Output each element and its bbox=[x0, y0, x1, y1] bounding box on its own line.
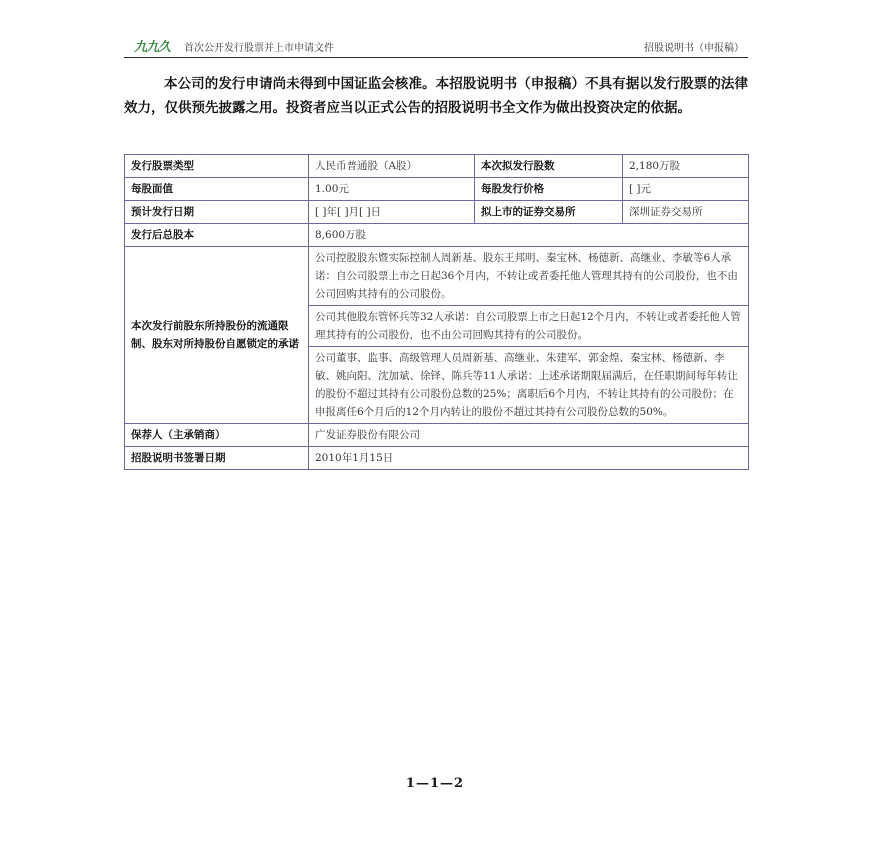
lockup-commitment-2: 公司其他股东管怀兵等32人承诺：自公司股票上市之日起12个月内，不转让或者委托他人管理其持有的公司股份，也不由公司回购其持有的公司股份。 bbox=[309, 306, 749, 347]
company-logo bbox=[134, 36, 180, 54]
page-number: 1—1—2 bbox=[405, 776, 465, 791]
shares-label: 本次拟发行股数 bbox=[475, 155, 623, 178]
sponsor-value: 广发证券股份有限公司 bbox=[309, 424, 749, 447]
lockup-commitment-3: 公司董事、监事、高级管理人员周新基、高继业、朱建军、郭金煌、秦宝林、杨德新、李敏、姚向阳、沈加斌、徐铎、陈兵等11人承诺：上述承诺期限届满后，在任职期间每年转让的股份不超过其持有公司股份总数的25%；离职后6个月内，不转让其持有的公司股份；在申报离任6个月后的12个月内转让的股份不超过其持有公司股份总数的50%。 bbox=[309, 347, 749, 424]
regulatory-notice: 本公司的发行申请尚未得到中国证监会核准。本招股说明书（申报稿）不具有据以发行股票的法律效力，仅供预先披露之用。投资者应当以正式公告的招股说明书全文作为做出投资决定的依据。 bbox=[124, 76, 748, 116]
par-value-label: 每股面值 bbox=[125, 178, 309, 201]
sign-date-label: 招股说明书签署日期 bbox=[125, 447, 309, 470]
sign-date-value: 2010年1月15日 bbox=[309, 447, 749, 470]
table-row bbox=[125, 447, 749, 470]
logo-text: 九九久 bbox=[134, 39, 171, 55]
stock-type-value: 人民币普通股（A股） bbox=[309, 155, 475, 178]
table-row bbox=[125, 224, 749, 247]
stock-type-label: 发行股票类型 bbox=[125, 155, 309, 178]
table-row bbox=[125, 178, 749, 201]
table-row bbox=[125, 201, 749, 224]
par-value: 1.00元 bbox=[309, 178, 475, 201]
shares-value: 2,180万股 bbox=[623, 155, 749, 178]
exchange-label: 拟上市的证券交易所 bbox=[475, 201, 623, 224]
page-header bbox=[124, 36, 748, 58]
price-label: 每股发行价格 bbox=[475, 178, 623, 201]
price-value: [ ]元 bbox=[623, 178, 749, 201]
header-document-title: 首次公开发行股票并上市申请文件 bbox=[184, 43, 334, 54]
issue-date-label: 预计发行日期 bbox=[125, 201, 309, 224]
table-row bbox=[125, 424, 749, 447]
lockup-commitment-1: 公司控股股东暨实际控制人周新基、股东王邦明、秦宝林、杨德新、高继业、李敏等6人承诺：自公司股票上市之日起36个月内，不转让或者委托他人管理其持有的公司股份，也不由公司回购其持有的公司股份。 bbox=[309, 247, 749, 306]
sponsor-label: 保荐人（主承销商） bbox=[125, 424, 309, 447]
table-row bbox=[125, 155, 749, 178]
exchange-value: 深圳证券交易所 bbox=[623, 201, 749, 224]
total-shares-value: 8,600万股 bbox=[309, 224, 749, 247]
offering-summary-table bbox=[124, 154, 749, 470]
lockup-label: 本次发行前股东所持股份的流通限制、股东对所持股份自愿锁定的承诺 bbox=[125, 247, 309, 424]
table-row bbox=[125, 247, 749, 306]
total-shares-label: 发行后总股本 bbox=[125, 224, 309, 247]
header-document-type: 招股说明书（申报稿） bbox=[644, 43, 744, 54]
issue-date-value: [ ]年[ ]月[ ]日 bbox=[309, 201, 475, 224]
